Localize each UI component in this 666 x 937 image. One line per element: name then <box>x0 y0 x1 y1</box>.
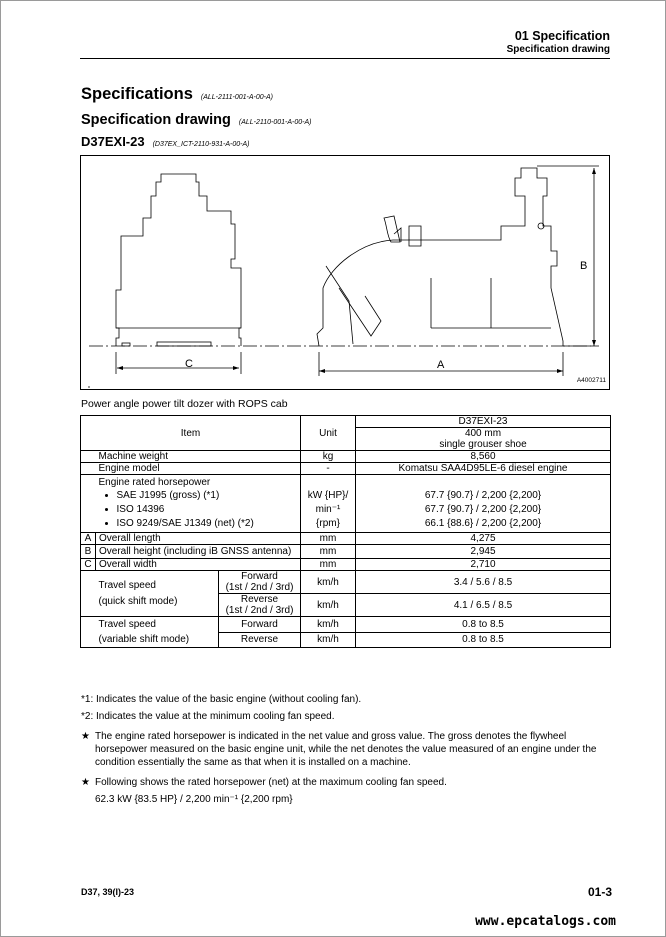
row-value <box>356 475 611 533</box>
heading-code: (D37EX_ICT-2110-931-A-00-A) <box>152 141 250 148</box>
row-direction <box>219 571 301 594</box>
direction-gears: (1st / 2nd / 3rd) <box>225 582 294 593</box>
dozer-outline-drawing <box>81 156 609 389</box>
row-unit: kg <box>301 451 356 463</box>
unit-line: min⁻¹ <box>315 504 341 515</box>
row-unit: mm <box>301 533 356 545</box>
dimension-label-a: A <box>437 359 445 371</box>
table-header-row <box>81 416 611 428</box>
remark-text: The engine rated horsepower is indicated in the net value and gross value. The gross denotes the flywheel horsepower measured on the basic engine unit, while the net denotes the value measured of an engine under the condition essentially the same as that when it is installed on a machine. <box>95 731 597 768</box>
row-value: Komatsu SAA4D95LE-6 diesel engine <box>356 463 611 475</box>
heading-text: D37EXI-23 <box>81 134 145 149</box>
table-row <box>81 533 611 545</box>
row-value: 2,710 <box>356 559 611 571</box>
star-icon: ★ <box>81 777 90 788</box>
watermark-url: www.epcatalogs.com <box>475 914 616 929</box>
row-value: 2,945 <box>356 545 611 559</box>
list-item: • ISO 14396 <box>117 503 298 517</box>
heading-specifications <box>81 85 273 104</box>
row-direction <box>219 594 301 617</box>
row-item-title: Travel speed <box>98 619 156 630</box>
row-direction: Reverse <box>219 632 301 648</box>
remark-max-fan-speed <box>81 776 601 806</box>
heading-model <box>81 134 249 149</box>
row-unit: km/h <box>301 571 356 594</box>
row-item: Machine weight <box>96 451 301 463</box>
header-rule <box>80 58 610 59</box>
page-number: 01-3 <box>587 885 612 899</box>
value-line: 66.1 {88.6} / 2,200 {2,200} <box>424 518 542 529</box>
row-unit: km/h <box>301 632 356 648</box>
row-item: Overall height (including iB GNSS antenna) <box>96 545 301 559</box>
row-value: 0.8 to 8.5 <box>356 632 611 648</box>
table-row <box>81 559 611 571</box>
row-unit: mm <box>301 559 356 571</box>
row-value: 4.1 / 6.5 / 8.5 <box>356 594 611 617</box>
footer-model: D37, 39(I)-23 <box>81 887 135 897</box>
row-value: 8,560 <box>356 451 611 463</box>
table-row <box>81 451 611 463</box>
row-item-title: Engine rated horsepower <box>98 477 211 488</box>
table-row <box>81 571 611 594</box>
heading-text: Specifications <box>81 85 193 103</box>
row-item: Overall width <box>96 559 301 571</box>
row-unit: - <box>301 463 356 475</box>
header-shoe-size: 400 mm <box>356 428 611 440</box>
row-unit <box>301 475 356 533</box>
remark-horsepower <box>81 730 601 769</box>
table-row <box>81 545 611 559</box>
dimension-label-c: C <box>185 358 193 370</box>
direction-gears: (1st / 2nd / 3rd) <box>225 605 294 616</box>
value-line: 67.7 {90.7} / 2,200 {2,200} <box>424 490 542 501</box>
row-letter: A <box>81 533 96 545</box>
heading-code: (ALL-2110-001-A-00-A) <box>238 119 312 126</box>
row-unit: km/h <box>301 594 356 617</box>
specification-drawing <box>80 155 610 390</box>
row-letter: B <box>81 545 96 559</box>
footnote-2: *2: Indicates the value at the minimum cooling fan speed. <box>81 711 335 722</box>
table-row <box>81 617 611 633</box>
direction-label: Reverse <box>240 594 279 605</box>
drawing-caption: Power angle power tilt dozer with ROPS cab <box>81 398 288 410</box>
chapter-title: 01 Specification <box>514 29 610 43</box>
table-row <box>81 475 611 533</box>
heading-text: Specification drawing <box>81 112 231 128</box>
row-value: 0.8 to 8.5 <box>356 617 611 633</box>
header-unit: Unit <box>301 416 356 451</box>
list-item: • ISO 9249/SAE J1349 (net) (*2) <box>117 517 298 531</box>
list-item: • SAE J1995 (gross) (*1) <box>117 489 298 503</box>
row-item <box>96 475 301 533</box>
unit-line: kW {HP}/ <box>307 490 349 501</box>
dimension-label-b: B <box>580 260 588 272</box>
row-letter: C <box>81 559 96 571</box>
row-value: 4,275 <box>356 533 611 545</box>
row-item: Overall length <box>96 533 301 545</box>
row-item: Engine model <box>96 463 301 475</box>
table-row <box>81 463 611 475</box>
star-icon: ★ <box>81 731 90 742</box>
drawing-code: A4002711 <box>576 377 606 384</box>
header-item: Item <box>81 416 301 451</box>
specification-table <box>80 415 611 648</box>
header-model: D37EXI-23 <box>356 416 611 428</box>
row-unit: km/h <box>301 617 356 633</box>
unit-line: {rpm} <box>316 518 340 529</box>
heading-code: (ALL-2111-001-A-00-A) <box>200 94 273 101</box>
remark-text: Following shows the rated horsepower (net) at the maximum cooling fan speed. <box>95 777 447 788</box>
row-unit: mm <box>301 545 356 559</box>
heading-specification-drawing <box>81 112 312 128</box>
row-item-title: Travel speed <box>98 579 156 591</box>
row-item-subtitle: (variable shift mode) <box>98 634 190 645</box>
direction-label: Forward <box>241 571 278 582</box>
value-line: 67.7 {90.7} / 2,200 {2,200} <box>424 504 542 515</box>
row-item <box>96 617 219 648</box>
header-shoe-type: single grouser shoe <box>356 439 611 451</box>
footnote-1: *1: Indicates the value of the basic engine (without cooling fan). <box>81 694 362 705</box>
remark-value: 62.3 kW {83.5 HP} / 2,200 min⁻¹ {2,200 rpm} <box>95 794 293 805</box>
row-item <box>96 571 219 617</box>
row-value: 3.4 / 5.6 / 8.5 <box>356 571 611 594</box>
section-subtitle: Specification drawing <box>506 44 610 55</box>
row-direction: Forward <box>219 617 301 633</box>
row-item-subtitle: (quick shift mode) <box>98 595 178 607</box>
